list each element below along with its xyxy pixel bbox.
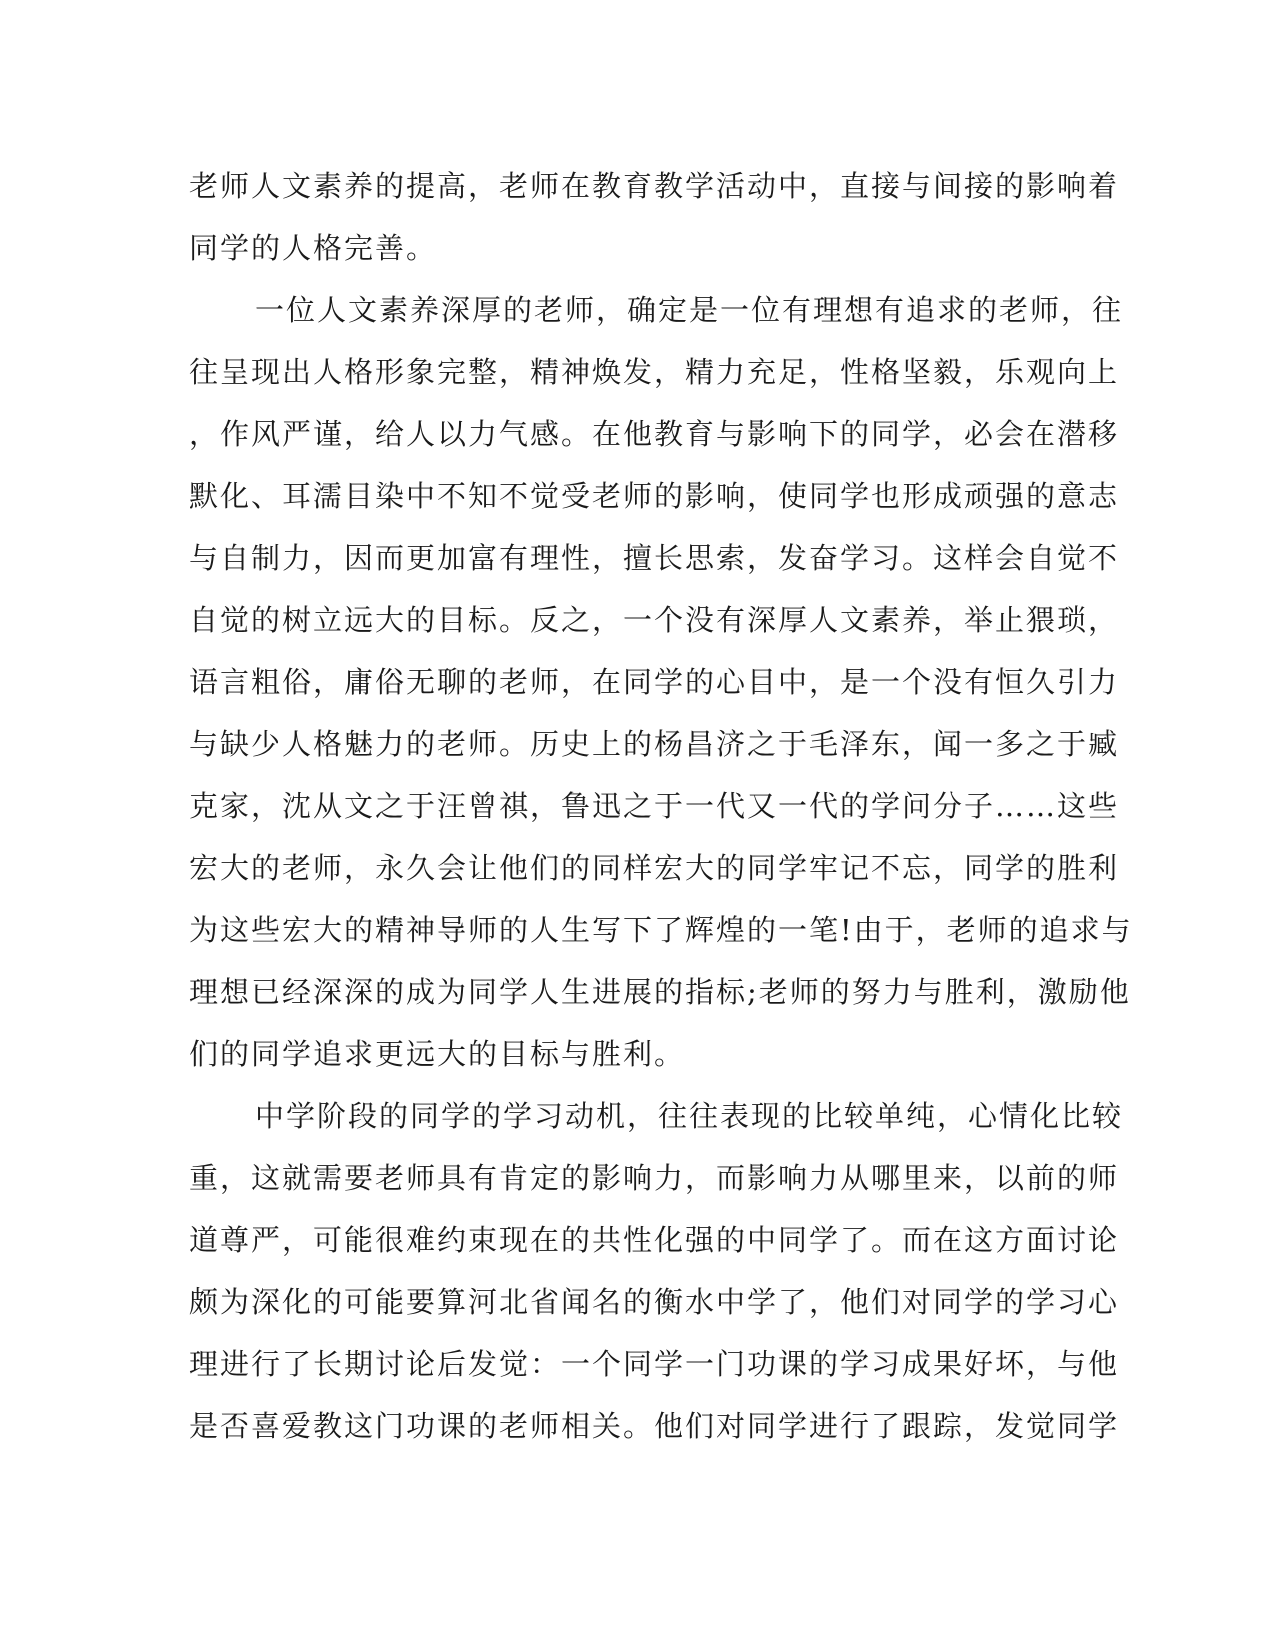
text-line: ，作风严谨，给人以力气感。在他教育与影响下的同学，必会在潜移: [189, 417, 1120, 451]
text-line: 理进行了长期讨论后发觉：一个同学一门功课的学习成果好坏，与他: [189, 1347, 1120, 1381]
text-line: 颇为深化的可能要算河北省闻名的衡水中学了，他们对同学的学习心: [189, 1285, 1120, 1319]
text-line: 默化、耳濡目染中不知不觉受老师的影响，使同学也形成顽强的意志: [189, 479, 1120, 513]
text-line: 重，这就需要老师具有肯定的影响力，而影响力从哪里来，以前的师: [189, 1161, 1120, 1195]
text-line: 克家，沈从文之于汪曾祺，鲁迅之于一代又一代的学问分子……这些: [189, 789, 1120, 823]
text-line: 与自制力，因而更加富有理性，擅长思索，发奋学习。这样会自觉不: [189, 541, 1120, 575]
text-line: 同学的人格完善。: [189, 231, 438, 265]
text-line: 为这些宏大的精神导师的人生写下了辉煌的一笔!由于，老师的追求与: [189, 913, 1133, 947]
text-line: 是否喜爱教这门功课的老师相关。他们对同学进行了跟踪，发觉同学: [189, 1409, 1120, 1443]
text-line: 道尊严，可能很难约束现在的共性化强的中同学了。而在这方面讨论: [189, 1223, 1120, 1257]
body-text: [189, 155, 1133, 1457]
paragraph-start-line: 中学阶段的同学的学习动机，往往表现的比较单纯，心情化比较: [255, 1099, 1124, 1133]
paragraph-start-line: 一位人文素养深厚的老师，确定是一位有理想有追求的老师，往: [255, 293, 1124, 327]
text-line: 往呈现出人格形象完整，精神焕发，精力充足，性格坚毅，乐观向上: [189, 355, 1120, 389]
text-line: 宏大的老师，永久会让他们的同样宏大的同学牢记不忘，同学的胜利: [189, 851, 1120, 885]
text-line: 老师人文素养的提高，老师在教育教学活动中，直接与间接的影响着: [189, 169, 1120, 203]
text-line: 理想已经深深的成为同学人生进展的指标;老师的努力与胜利，激励他: [189, 975, 1131, 1009]
text-line: 与缺少人格魅力的老师。历史上的杨昌济之于毛泽东，闻一多之于臧: [189, 727, 1120, 761]
text-line: 自觉的树立远大的目标。反之，一个没有深厚人文素养，举止猥琐，: [189, 603, 1120, 637]
text-line: 语言粗俗，庸俗无聊的老师，在同学的心目中，是一个没有恒久引力: [189, 665, 1120, 699]
text-line: 们的同学追求更远大的目标与胜利。: [189, 1037, 686, 1071]
